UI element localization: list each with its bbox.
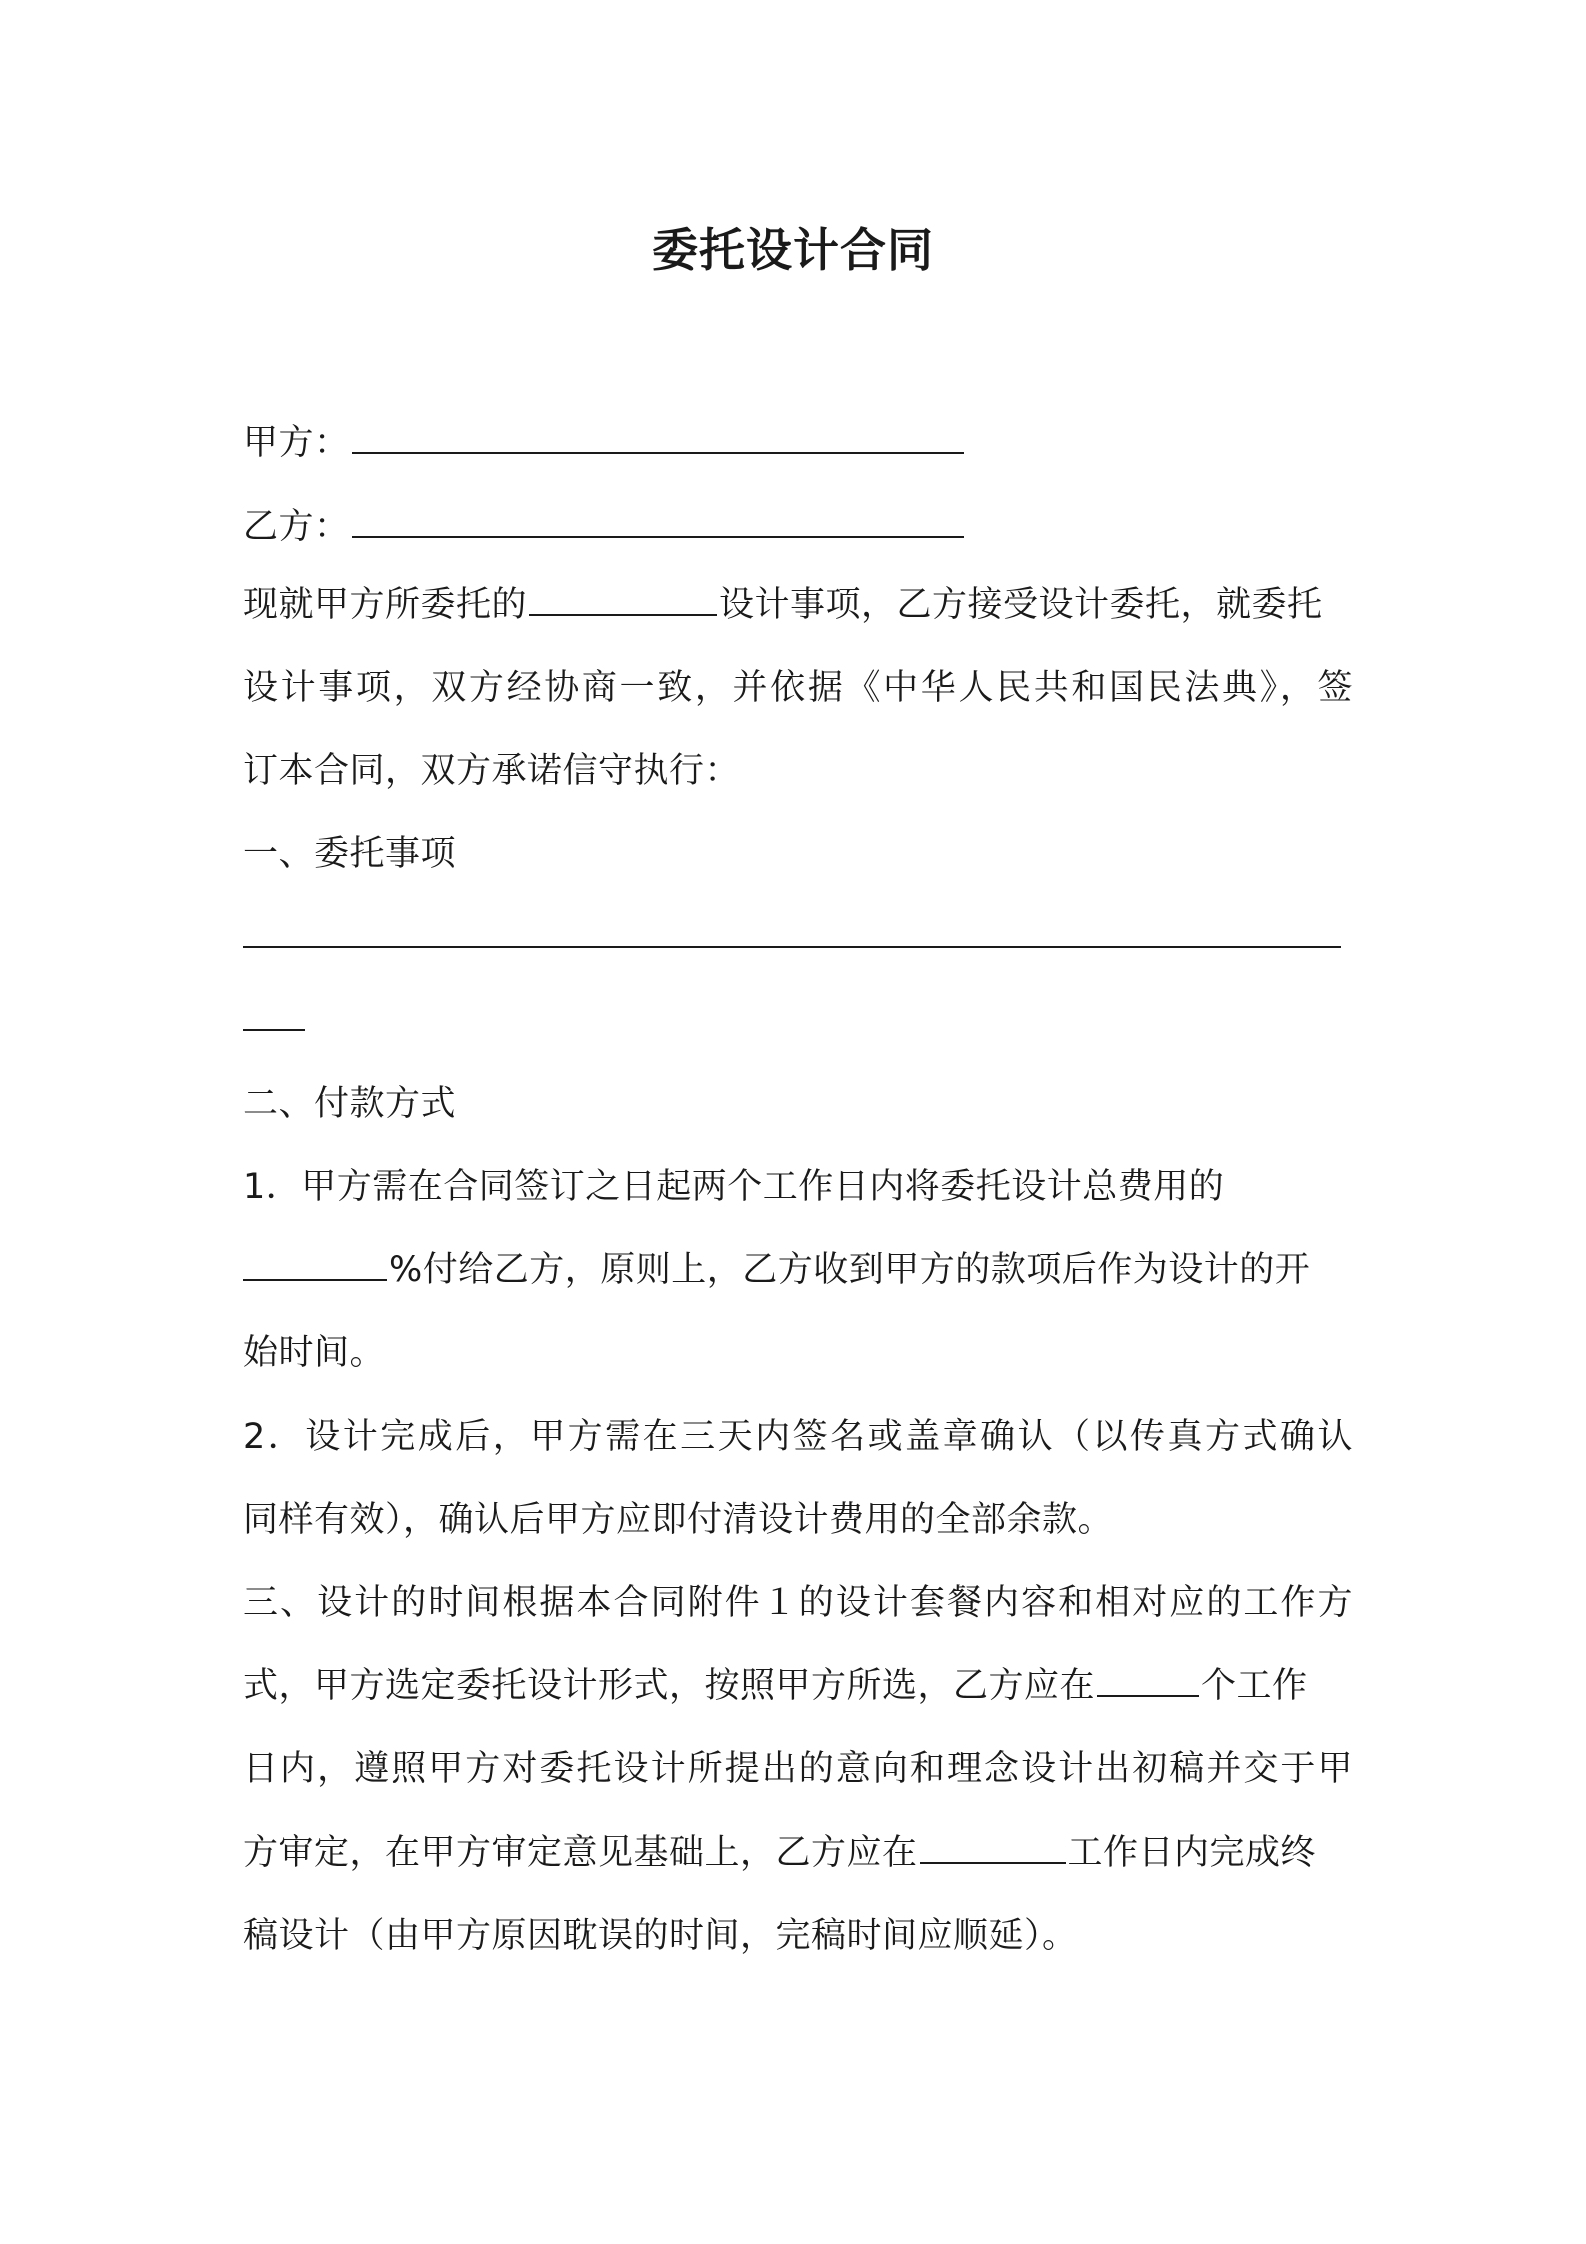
section-3-text-4a: 方审定，在甲方审定意见基础上，乙方应在 [243,1833,918,1873]
party-b-line [243,504,1353,550]
section-3-line-1: 三、设计的时间根据本合同附件１的设计套餐内容和相对应的工作方 [243,1583,1353,1623]
section-2-heading: 二、付款方式 [243,1084,457,1124]
intro-line-3: 订本合同，双方承诺信守执行： [243,751,741,791]
payment-item-1-text: %付给乙方，原则上，乙方收到甲方的款项后作为设计的开 [389,1250,1311,1290]
section-3-line-4 [243,1830,1353,1876]
section-3-text-2a: 式，甲方选定委托设计形式，按照甲方所选，乙方应在 [243,1666,1096,1706]
payment-item-2-line-1: 2．设计完成后，甲方需在三天内签名或盖章确认（以传真方式确认 [243,1417,1353,1457]
intro-text-1b: 设计事项，乙方接受设计委托，就委托 [719,585,1323,625]
section-3-text-2b: 个工作 [1201,1666,1308,1706]
section-1-blank-line [243,914,1353,960]
section-3-line-2 [243,1663,1353,1709]
page-title: 委托设计合同 [652,223,934,277]
payment-item-1-line-2 [243,1247,1353,1293]
payment-item-2-line-2: 同样有效），确认后甲方应即付清设计费用的全部余款。 [243,1500,1114,1540]
intro-line-2: 设计事项，双方经协商一致，并依据《中华人民共和国民法典》，签 [243,668,1353,708]
payment-item-1-line-1: 1．甲方需在合同签订之日起两个工作日内将委托设计总费用的 [243,1167,1225,1207]
entrust-matter-blank-continued[interactable] [243,1001,305,1031]
design-item-blank[interactable] [529,586,717,616]
party-b-label: 乙方： [243,507,350,547]
party-a-blank[interactable] [352,424,964,454]
payment-item-1-line-3: 始时间。 [243,1333,386,1373]
payment-percent-blank[interactable] [243,1251,387,1281]
intro-line-1 [243,582,1353,628]
section-1-heading: 一、委托事项 [243,834,457,874]
draft-days-blank[interactable] [1097,1667,1199,1697]
party-a-label: 甲方： [243,423,350,463]
section-3-line-5: 稿设计（由甲方原因耽误的时间，完稿时间应顺延）。 [243,1916,1078,1956]
section-3-text-4b: 工作日内完成终 [1067,1833,1317,1873]
intro-text-1a: 现就甲方所委托的 [243,585,528,625]
party-a-line [243,420,1353,466]
section-1-blank-line-2 [243,997,1353,1043]
final-days-blank[interactable] [920,1834,1066,1864]
section-3-line-3: 日内，遵照甲方对委托设计所提出的意向和理念设计出初稿并交于甲 [243,1749,1353,1789]
entrust-matter-blank[interactable] [243,918,1341,948]
party-b-blank[interactable] [352,508,964,538]
